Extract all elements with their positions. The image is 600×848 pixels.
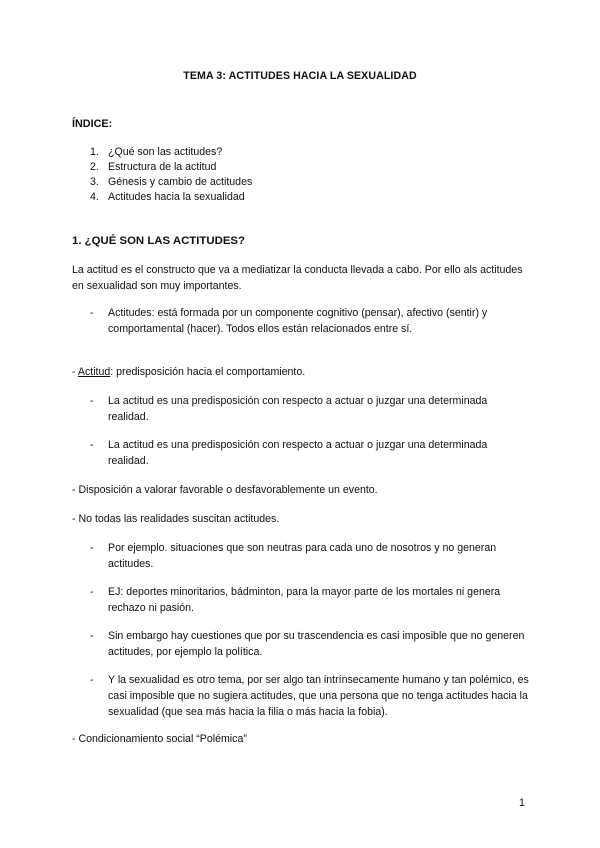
- index-item: 4. Actitudes hacia la sexualidad: [90, 191, 245, 203]
- bullet-item: - Actitudes: está formada por un componente cognitivo (pensar), afectivo (sentir) y comportamental (hacer). Todos ellos están relacionados entre sí.: [90, 307, 488, 335]
- index-item: 2. Estructura de la actitud: [90, 161, 217, 173]
- bullet-item: - EJ: deportes minoritarios, bádminton, para la mayor parte de los mortales ni genera rechazo ni pasión.: [90, 586, 501, 614]
- actitud-term: Actitud: [77, 366, 111, 378]
- bullet-item: - La actitud es una predisposición con respecto a actuar o juzgar una determinada realidad.: [90, 395, 488, 423]
- no-todas-paragraph: - No todas las realidades suscitan actitudes.: [72, 513, 280, 525]
- index-item: 1. ¿Qué son las actitudes?: [90, 146, 223, 158]
- condicionamiento-paragraph: - Condicionamiento social “Polémica”: [72, 733, 247, 745]
- bullet-item: - Por ejemplo. situaciones que son neutras para cada uno de nosotros y no generan actitudes.: [90, 542, 497, 570]
- disposicion-paragraph: - Disposición a valorar favorable o desfavorablemente un evento.: [72, 484, 378, 496]
- index-item: 3. Génesis y cambio de actitudes: [90, 176, 253, 188]
- index-list: [90, 145, 252, 205]
- section-heading: 1. ¿QUÉ SON LAS ACTITUDES?: [72, 235, 245, 247]
- actitud-definition: - Actitud: predisposición hacia el comportamiento.: [72, 366, 306, 378]
- page-number: 1: [519, 797, 525, 809]
- index-heading: ÍNDICE:: [72, 118, 113, 130]
- bullet-item: - Y la sexualidad es otro tema, por ser algo tan intrínsecamente humano y tan polémico, es casi imposible que no sugiera actitudes, que una persona que no tenga actitudes hacia la sexualidad (que sea más hacia la filia o más hacia la fobia).: [90, 674, 529, 718]
- document-title: TEMA 3: ACTITUDES HACIA LA SEXUALIDAD: [183, 70, 417, 82]
- bullet-item: - La actitud es una predisposición con respecto a actuar o juzgar una determinada realidad.: [90, 439, 488, 467]
- bullet-item: - Sin embargo hay cuestiones que por su trascendencia es casi imposible que no generen actitudes, por ejemplo la política.: [90, 630, 525, 658]
- intro-paragraph: La actitud es el constructo que va a mediatizar la conducta llevada a cabo. Por ello als actitudes en sexualidad son muy importantes.: [72, 264, 523, 292]
